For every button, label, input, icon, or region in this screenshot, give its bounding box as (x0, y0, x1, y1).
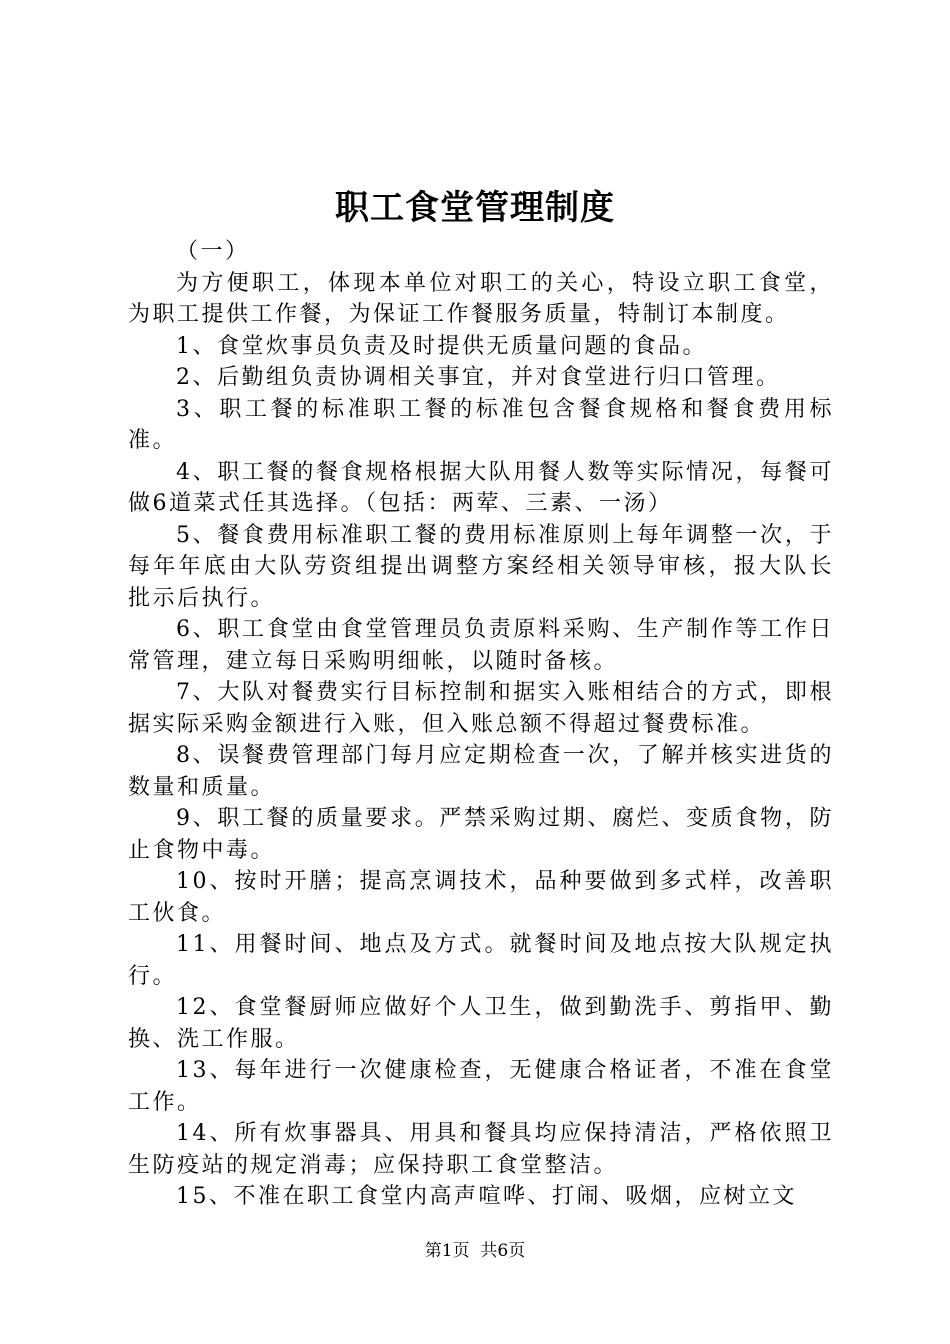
rule-9-paragraph: 9、职工餐的质量要求。严禁采购过期、腐烂、变质食物，防止食物中毒。 (128, 806, 834, 863)
rule-1-paragraph: 1、食堂炊事员负责及时提供无质量问题的食品。 (176, 333, 707, 359)
rule-3-paragraph: 3、职工餐的标准职工餐的标准包含餐食规格和餐食费用标准。 (128, 396, 834, 453)
page-footer: 第1页 共6页 (424, 1241, 526, 1261)
rule-2-paragraph: 2、后勤组负责协调相关事宜，并对食堂进行归口管理。 (176, 365, 781, 390)
rule-5-paragraph: 5、餐食费用标准职工餐的费用标准原则上每年调整一次，于每年年底由大队劳资组提出调整方案经相关领导审核，报大队长批示后执行。 (128, 522, 834, 611)
rule-4-paragraph: 4、职工餐的餐食规格根据大队用餐人数等实际情况，每餐可做6道菜式任其选择。（包括：两荤、三素、一汤） (128, 459, 834, 516)
rule-8-paragraph: 8、误餐费管理部门每月应定期检查一次，了解并核实进货的数量和质量。 (128, 743, 834, 800)
rule-10-paragraph: 10、按时开膳；提高烹调技术，品种要做到多式样，改善职工伙食。 (128, 869, 834, 926)
rule-7-paragraph: 7、大队对餐费实行目标控制和据实入账相结合的方式，即根据实际采购金额进行入账，但入账总额不得超过餐费标准。 (128, 680, 834, 737)
rule-12-paragraph: 12、食堂餐厨师应做好个人卫生，做到勤洗手、剪指甲、勤换、洗工作服。 (128, 995, 834, 1052)
section-marker: （一） (176, 239, 250, 264)
rule-14-paragraph: 14、所有炊事器具、用具和餐具均应保持清洁，严格依照卫生防疫站的规定消毒；应保持职工食堂整洁。 (128, 1121, 834, 1178)
rule-15-paragraph: 15、不准在职工食堂内高声喧哗、打闹、吸烟，应树立文 (176, 1184, 797, 1209)
rule-6-paragraph: 6、职工食堂由食堂管理员负责原料采购、生产制作等工作日常管理，建立每日采购明细帐，以随时备核。 (128, 617, 834, 674)
document-body (128, 236, 834, 1213)
document-title: 职工食堂管理制度 (335, 188, 615, 228)
rule-11-paragraph: 11、用餐时间、地点及方式。就餐时间及地点按大队规定执行。 (128, 932, 834, 989)
rule-13-paragraph: 13、每年进行一次健康检查，无健康合格证者，不准在食堂工作。 (128, 1058, 834, 1115)
intro-paragraph: 为方便职工，体现本单位对职工的关心，特设立职工食堂，为职工提供工作餐，为保证工作餐服务质量，特制订本制度。 (128, 270, 834, 327)
